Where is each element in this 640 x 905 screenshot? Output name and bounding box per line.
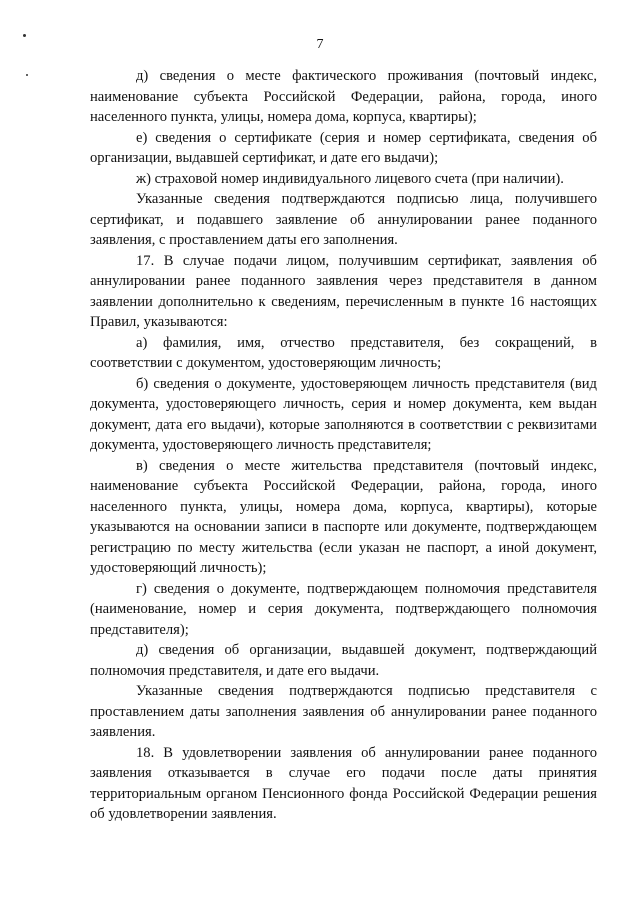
paragraph-a-representative-name: а) фамилия, имя, отчество представителя, без сокращений, в соответствии с документом, удостоверяющим личность; (90, 334, 597, 371)
paragraph-zh-insurance-number: ж) страховой номер индивидуального лицевого счета (при наличии). (136, 170, 564, 187)
paragraph-d-actual-residence: д) сведения о месте фактического проживания (почтовый индекс, наименование субъекта Российской Федерации, района, города, иного населенного пункта, улицы, номера дома, корпуса, квартиры); (90, 68, 597, 125)
paragraph-g-authority-document: г) сведения о документе, подтверждающем полномочия представителя (наименование, номер и серия документа, подтверждающего полномочия представителя); (90, 580, 597, 638)
paragraph-signature-confirmation: Указанные сведения подтверждаются подписью лица, получившего сертификат, и подавшего заявление об аннулировании ранее поданного заявления, с проставлением даты его заполнения. (90, 191, 597, 248)
document-body (90, 66, 597, 825)
paragraph-d-issuing-organization: д) сведения об организации, выдавшей документ, подтверждающий полномочия представителя, и дате его выдачи. (90, 642, 597, 679)
paragraph-v-residence: в) сведения о месте жительства представителя (почтовый индекс, наименование субъекта Российской Федерации, района, города, иного населенного пункта, улицы, номера дома, корпуса, квартиры), которые указываются на основании записи в паспорте или документе, подтверждающем регистрацию по месту жительства (если указан не паспорт, а иной документ, удостоверяющий личность); (90, 457, 597, 576)
paragraph-18: 18. В удовлетворении заявления об аннулировании ранее поданного заявления отказывается в случае его подачи после даты принятия территориальным органом Пенсионного фонда Российской Федерации решения об удовлетворении заявления. (90, 744, 597, 822)
scan-speck (26, 74, 28, 76)
paragraph-b-identity-document: б) сведения о документе, удостоверяющем личность представителя (вид документа, удостоверяющего личность, серия и номер документа, кем выдан документ, дата его выдачи), которые заполняются в соответствии с реквизитами документа, удостоверяющего личность представителя; (90, 375, 597, 453)
page-number: 7 (316, 37, 324, 52)
paragraph-representative-signature: Указанные сведения подтверждаются подписью представителя с проставлением даты заполнения заявления об аннулировании ранее поданного заявления. (90, 683, 597, 740)
paragraph-e-certificate: е) сведения о сертификате (серия и номер сертификата, сведения об организации, выдавшей сертификат, и дате его выдачи); (90, 129, 597, 166)
paragraph-17: 17. В случае подачи лицом, получившим сертификат, заявления об аннулировании ранее поданного заявления через представителя в данном заявлении дополнительно к сведениям, перечисленным в пункте 16 настоящих Правил, указываются: (90, 252, 597, 330)
